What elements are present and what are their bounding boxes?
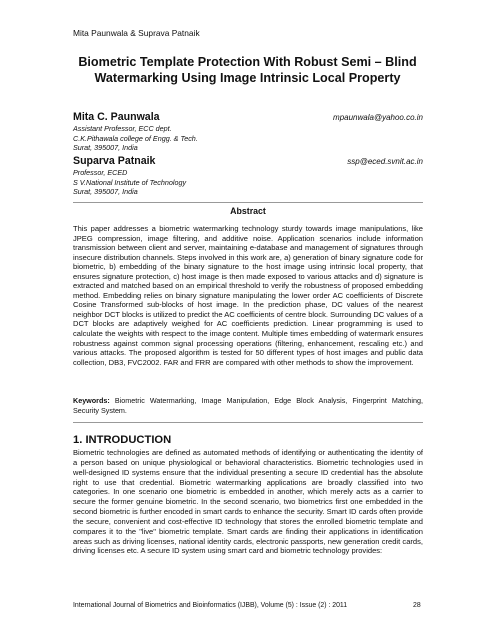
page-number: 28 xyxy=(413,602,421,609)
footer-journal: International Journal of Biometrics and Bioinformatics (IJBB), Volume (5) : Issue (2) : 2011 xyxy=(73,602,348,609)
author-name: Suparva Patnaik xyxy=(73,155,156,167)
introduction-text: Biometric technologies are defined as automated methods of identifying or authenticating the identity of a person based on unique physiological or behavioral characteristics. Biometric technologies used in well-designed ID systems ensure that the individual presenting a secure ID credential has the absolute right to use that credential. Biometric watermarking applications are broadly classified into two categories. In one scenario one biometric is embedded in another, which merely acts as a carrier to secure the former genuine biometric. In the second scenario, two biometrics first one embedded in the second biometric is further encoded in smart cards to enhance the security. Smart ID cards often provide the secure, convenient and cost-effective ID technology that stores the enrolled biometric template and compares it to the "live" biometric template. Smart cards are finding their applications in identification areas such as driving licenses, national identity cards, electronic passports, new generation credit cards, driving licenses etc. A secure ID system using smart card and biometric technology provides: xyxy=(73,448,423,556)
paper-title: Biometric Template Protection With Robust Semi – Blind Watermarking Using Image Intrinsic Local Property xyxy=(78,55,417,85)
author-email[interactable]: mpaunwala@yahoo.co.in xyxy=(333,113,423,122)
affiliation-line: Surat, 395007, India xyxy=(73,187,138,197)
affiliation-line: Professor, ECED xyxy=(73,168,128,177)
affiliation-line: Surat, 395007, India xyxy=(73,143,138,153)
keywords xyxy=(73,396,423,416)
abstract-text: This paper addresses a biometric watermarking technology sturdy towards image manipulations, like JPEG compression, image filtering, and additive noise. Application scenarios include information transmission between client and server, maintaining e-database and management of signatures through insecure distribution channels. Steps involved in this work are, a) generation of binary signature code for biometric, b) embedding of the binary signature to the host image using intrinsic local property, that ensures signature protection, c) host image is then made exposed to various attacks and d) signature is extracted and matched based on an empirical threshold to verify the robustness of proposed embedding method. Embedding relies on binary signature manipulating the lower order AC coefficients of Discrete Cosine Transformed sub-blocks of host image. In the prediction phase, DC values of the nearest neighbor DCT blocks is utilized to predict the AC coefficients of centre block. Surrounding DC values of a DCT blocks are adaptively weighed for AC coefficients prediction. Linear programming is used to calculate the weights with respect to the image content. Multiple times embedding of watermark ensures robustness against common signal processing operations (filtering, enhancement, rescaling etc.) and various attacks. The proposed algorithm is tested for 50 different types of host images and public data collection, DB3, FVC2002. FAR and FRR are compared with other methods to show the improvement. xyxy=(73,224,423,367)
section-heading: 1. INTRODUCTION xyxy=(73,434,172,446)
author-block-2 xyxy=(73,155,423,197)
author-affiliation xyxy=(73,124,423,153)
running-head: Mita Paunwala & Suprava Patnaik xyxy=(73,28,200,38)
keywords-text: Biometric Watermarking, Image Manipulation, Edge Block Analysis, Fingerprint Matching, Security System. xyxy=(73,396,423,415)
author-block-1 xyxy=(73,111,423,153)
divider xyxy=(73,422,423,423)
author-email[interactable]: ssp@eced.svnit.ac.in xyxy=(347,157,423,166)
divider xyxy=(73,202,423,203)
keywords-label: Keywords: xyxy=(73,396,110,405)
affiliation-line: C.K.Pithawala college of Engg. & Tech. xyxy=(73,133,198,143)
affiliation-line: S V.National Institute of Technology xyxy=(73,177,187,187)
abstract-heading: Abstract xyxy=(230,206,266,216)
author-name: Mita C. Paunwala xyxy=(73,111,160,123)
affiliation-line: Assistant Professor, ECC dept. xyxy=(73,124,172,133)
author-affiliation xyxy=(73,168,423,197)
